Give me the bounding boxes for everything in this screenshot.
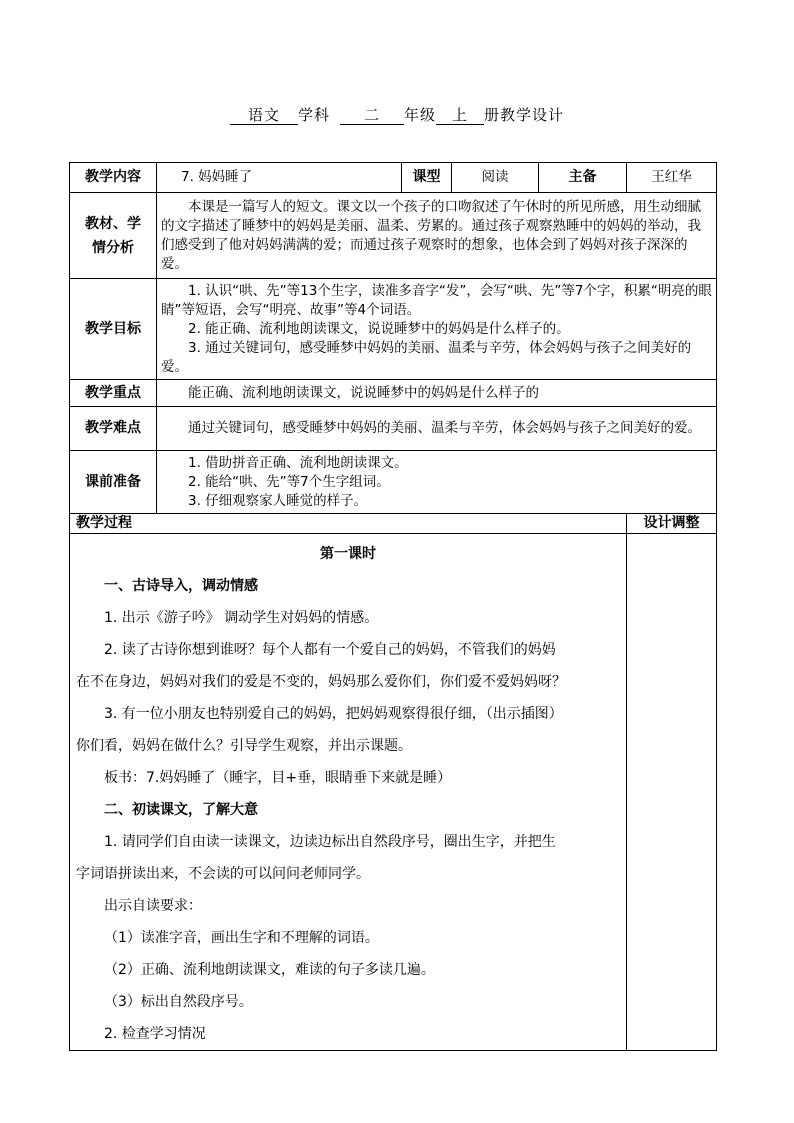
row-key-points xyxy=(70,380,717,407)
row-preparation xyxy=(70,451,717,514)
lesson-plan-table xyxy=(69,162,717,1051)
key-points-label: 教学重点 xyxy=(70,380,157,407)
row-difficulties xyxy=(70,407,717,451)
grade-suffix: 年级 xyxy=(403,106,436,124)
volume-suffix: 册教学设计 xyxy=(484,106,565,124)
adjust-header: 设计调整 xyxy=(627,514,717,534)
row-goals xyxy=(70,279,717,380)
sec2-paragraph-3: 2. 检查学习情况 xyxy=(104,1026,206,1042)
lead-value: 王红华 xyxy=(627,163,717,193)
goals-list xyxy=(157,279,717,380)
process-header: 教学过程 xyxy=(70,514,627,534)
row-analysis xyxy=(70,193,717,279)
preparation-label: 课前准备 xyxy=(70,451,157,514)
sec1-paragraph-3a: 3. 有一位小朋友也特别爱自己的妈妈，把妈妈观察得很仔细，（出示插图） xyxy=(104,706,563,722)
type-value: 阅读 xyxy=(452,163,539,193)
sec2-requirement-3: （3）标出自然段序号。 xyxy=(104,994,253,1010)
sec1-paragraph-2b: 在不在身边，妈妈对我们的爱是不变的，妈妈那么爱你们，你们爱不爱妈妈呀？ xyxy=(76,674,566,690)
volume-value: 上 xyxy=(436,106,484,125)
goals-label: 教学目标 xyxy=(70,279,157,380)
section-2-title: 二、初读课文，了解大意 xyxy=(104,802,258,818)
goal-item: 2. 能正确、流利地朗读课文，说说睡梦中的妈妈是什么样子的。 xyxy=(188,320,570,337)
sec1-paragraph-1: 1. 出示《游子吟》 调动学生对妈妈的情感。 xyxy=(104,610,379,626)
preparation-item: 3. 仔细观察家人睡觉的样子。 xyxy=(188,492,368,509)
sec2-paragraph-1a: 1. 请同学们自由读一读课文，边读边标出自然段序号，圈出生字，并把生 xyxy=(104,834,556,850)
row-process-header xyxy=(70,514,717,534)
section-1-title: 一、古诗导入，调动情感 xyxy=(104,578,258,594)
analysis-label-line1: 教材、学 xyxy=(85,215,141,232)
preparation-list xyxy=(157,451,717,514)
sec2-requirement-1: （1）读准字音，画出生字和不理解的词语。 xyxy=(104,930,379,946)
subject-suffix: 学科 xyxy=(297,106,330,124)
sec2-requirement-2: （2）正确、流利地朗读课文，难读的句子多读几遍。 xyxy=(104,962,435,978)
difficulties-text: 通过关键词句，感受睡梦中妈妈的美丽、温柔与辛劳，体会妈妈与孩子之间美好的爱。 xyxy=(157,407,717,451)
sec1-board-note: 板书：7.妈妈睡了（睡字，目+垂，眼睛垂下来就是睡） xyxy=(104,770,452,786)
analysis-text: 本课是一篇写人的短文。课文以一个孩子的口吻叙述了午休时的所见所感，用生动细腻的文字描述了睡梦中的妈妈是美丽、温柔、劳累的。通过孩子观察熟睡中的妈妈的举动，我们感受到了他对妈妈满满的爱；而通过孩子观察时的想象，也体会到了妈妈对孩子深深的爱。 xyxy=(157,193,717,279)
content-value: 7. 妈妈睡了 xyxy=(157,163,402,193)
preparation-item: 1. 借助拼音正确、流利地朗读课文。 xyxy=(188,454,408,471)
subject-value: 语文 xyxy=(230,106,298,125)
adjust-column xyxy=(627,534,717,1051)
row-content xyxy=(70,163,717,193)
grade-value: 二 xyxy=(340,106,404,125)
session-title: 第一课时 xyxy=(320,546,376,562)
process-content xyxy=(70,534,627,1051)
sec2-requirements-intro: 出示自读要求： xyxy=(104,898,202,914)
goal-item: 3. 通过关键词句，感受睡梦中妈妈的美丽、温柔与辛劳，体会妈妈与孩子之间美好的爱。 xyxy=(161,339,692,375)
difficulties-label: 教学难点 xyxy=(70,407,157,451)
document-title xyxy=(0,106,794,125)
analysis-label xyxy=(70,193,157,279)
sec2-paragraph-1b: 字词语拼读出来，不会读的可以问问老师同学。 xyxy=(76,866,370,882)
sec1-paragraph-2a: 2. 读了古诗你想到谁呀？每个人都有一个爱自己的妈妈，不管我们的妈妈 xyxy=(104,642,556,658)
analysis-label-line2: 情分析 xyxy=(92,239,134,256)
key-points-text: 能正确、流利地朗读课文，说说睡梦中的妈妈是什么样子的 xyxy=(157,380,717,407)
lead-label: 主备 xyxy=(539,163,627,193)
type-label: 课型 xyxy=(402,163,452,193)
sec1-paragraph-3b: 你们看，妈妈在做什么？引导学生观察，并出示课题。 xyxy=(76,738,412,754)
goal-item: 1. 认识“哄、先”等13个生字，读准多音字“发”，会写“哄、先”等7个字，积累“明亮的眼睛”等短语，会写“明亮、故事”等4个词语。 xyxy=(161,282,712,318)
content-label: 教学内容 xyxy=(70,163,157,193)
preparation-item: 2. 能给“哄、先”等7个生字组词。 xyxy=(188,473,390,490)
row-process-body xyxy=(70,534,717,1051)
